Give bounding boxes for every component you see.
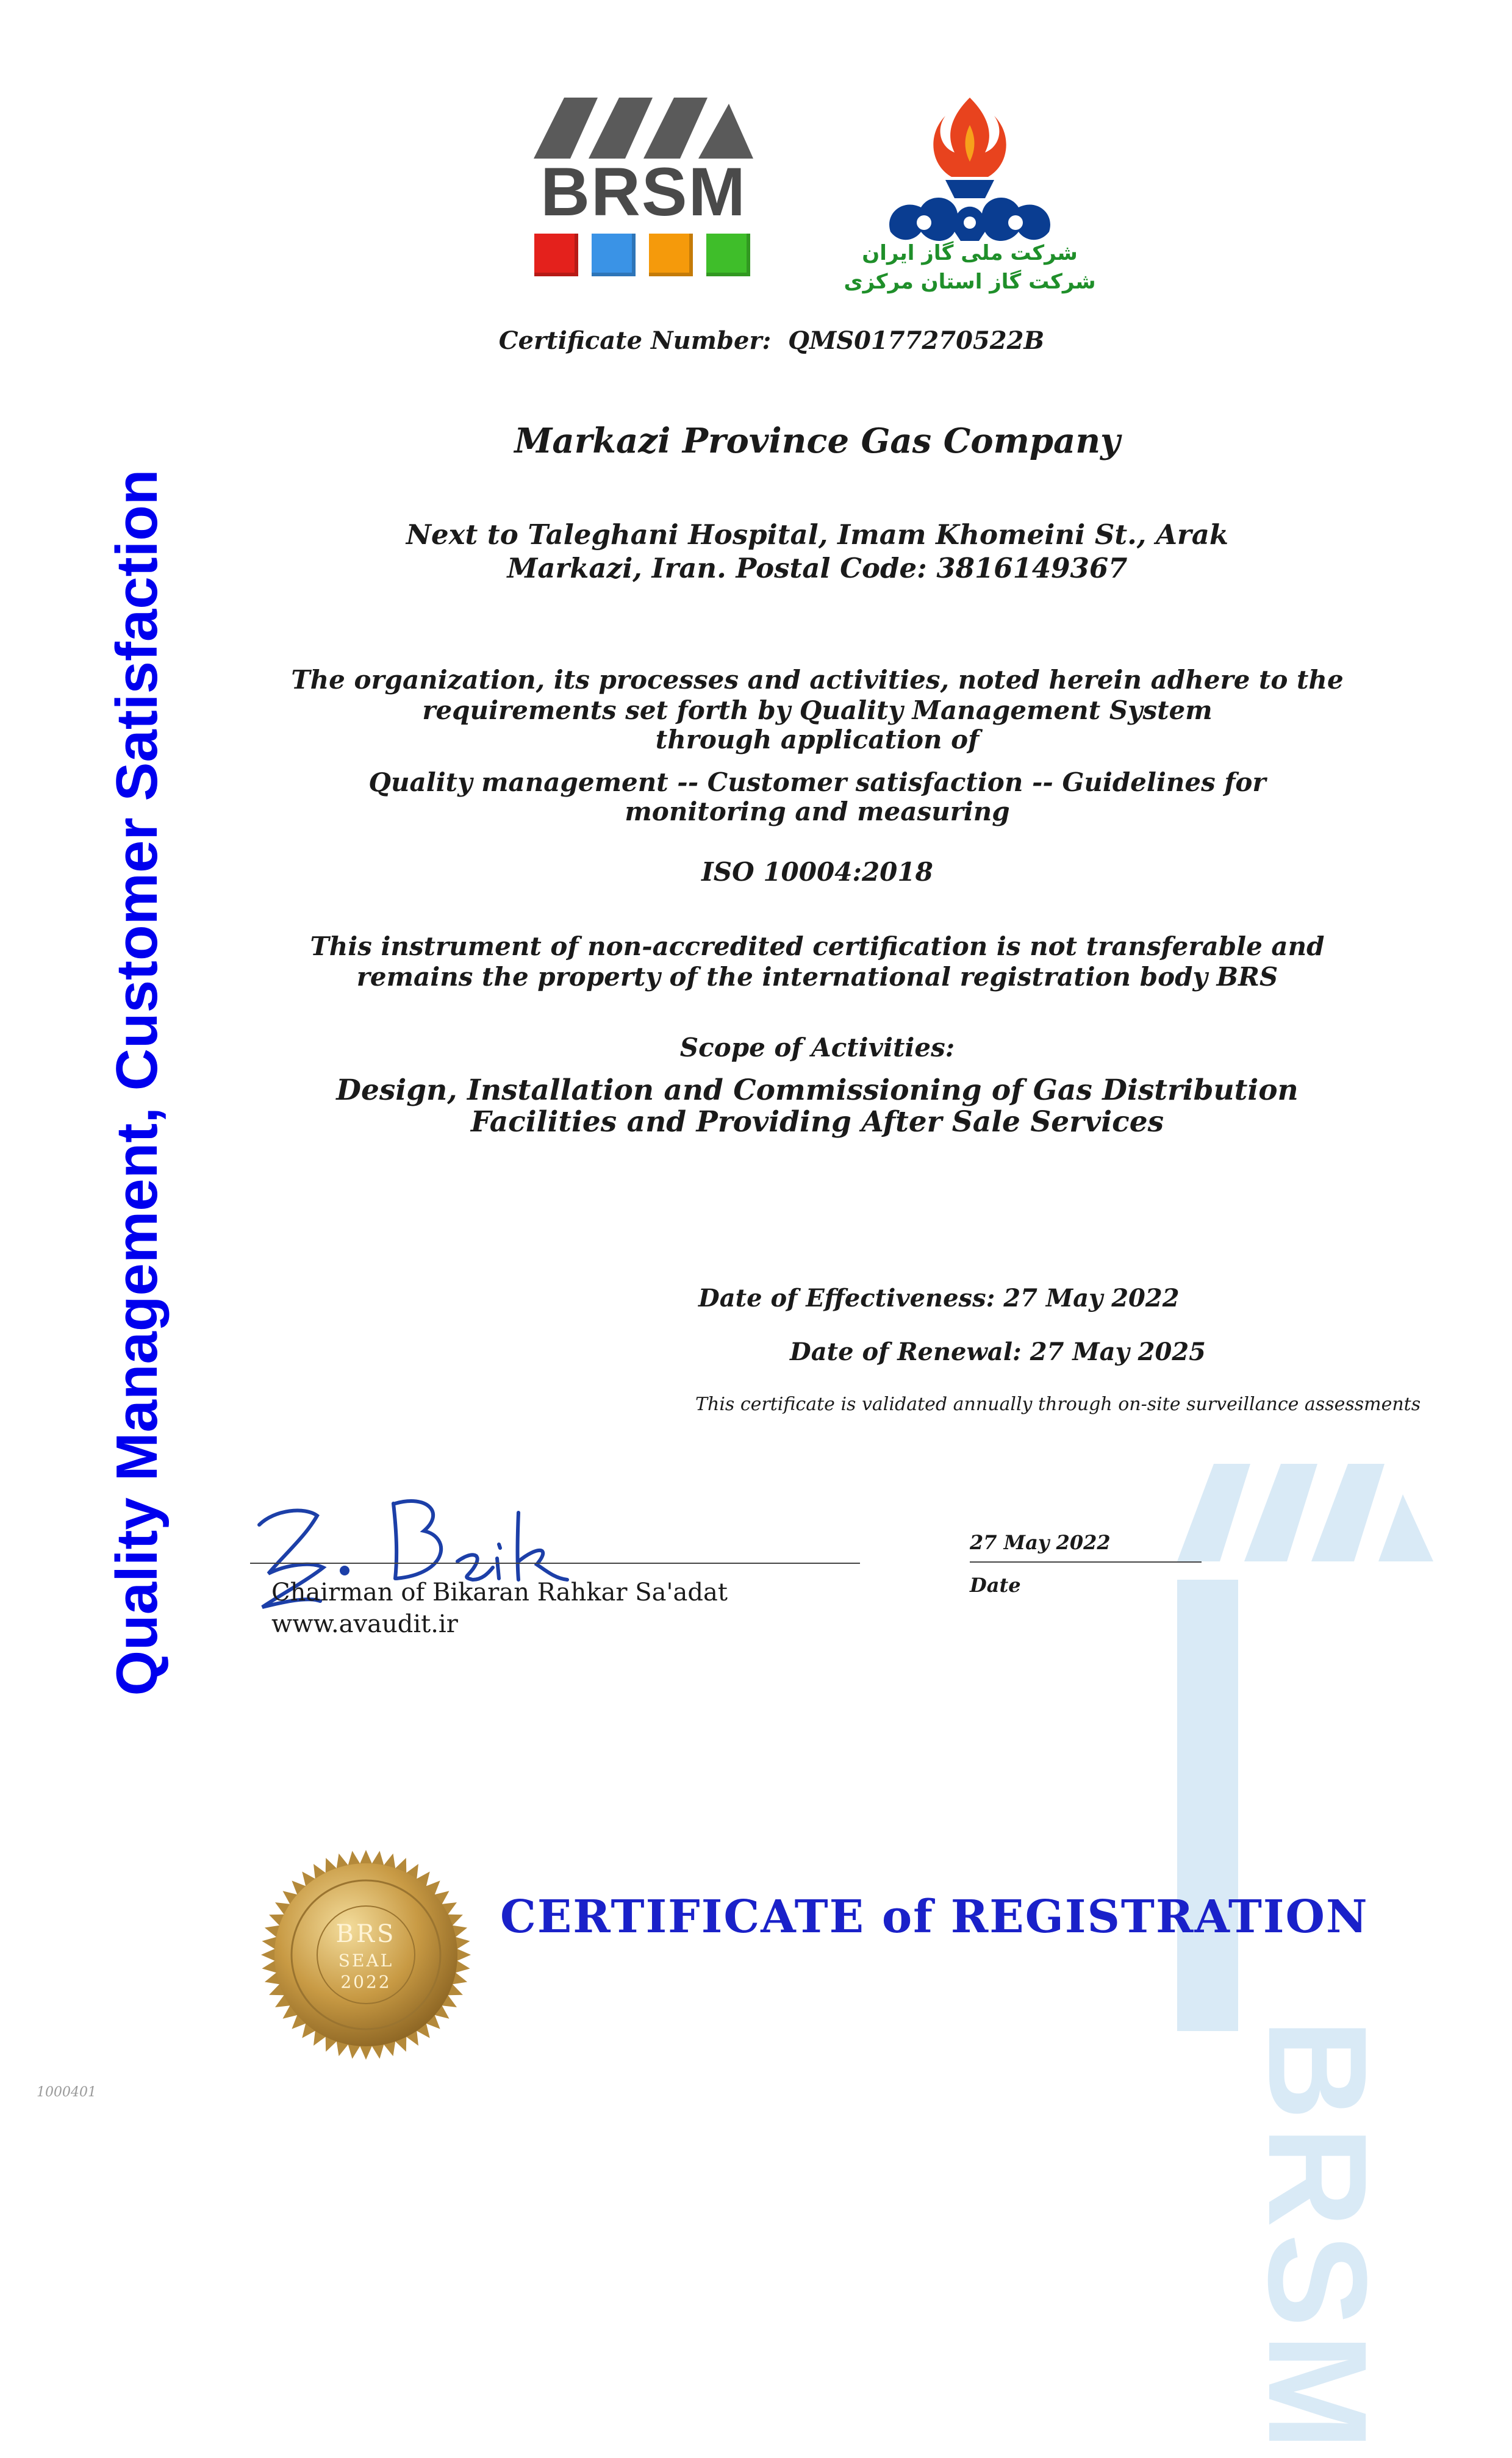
- red-square: [534, 234, 578, 276]
- seal-year: 2022: [340, 1972, 392, 1992]
- address-line2: Markazi, Iran. Postal Code: 3816149367: [507, 552, 1128, 584]
- flame-torch-icon: [878, 91, 1061, 250]
- footer-code: 1000401: [37, 2085, 96, 2100]
- standard-code: ISO 10004:2018: [701, 857, 933, 887]
- sidebar-title: Quality Management, Customer Satisfaction: [104, 469, 170, 1696]
- seal-center-mid: SEAL: [338, 1951, 394, 1971]
- color-squares: [534, 234, 754, 276]
- brs-seal: [259, 1848, 473, 2062]
- date-block-value: 27 May 2022: [970, 1531, 1111, 1554]
- transfer-notice-line1: This instrument of non-accredited certification is not transferable and: [310, 931, 1325, 961]
- standard-title-line1: Quality management -- Customer satisfaction -- Guidelines for: [368, 767, 1266, 797]
- date-block-line: [970, 1561, 1202, 1563]
- transfer-notice-line2: remains the property of the international registration body BRS: [356, 962, 1278, 992]
- certificate-number: [183, 326, 1360, 355]
- ava-brsm-logo: [531, 95, 756, 278]
- validation-note: This certificate is validated annually through on-site surveillance assessments: [695, 1394, 1421, 1415]
- date-block-label: Date: [970, 1574, 1021, 1597]
- watermark-brsm: BRSM: [1239, 2019, 1396, 2457]
- watermark: [1171, 1452, 1439, 2457]
- nigc-logo: [842, 91, 1098, 311]
- green-square: [706, 234, 750, 276]
- statement-line2: requirements set forth by Quality Management System: [422, 695, 1213, 725]
- seal-ring-text: [259, 1848, 473, 1849]
- nigc-name-line2: شرکت گاز استان مرکزی: [844, 270, 1096, 294]
- certificate-number-label: Certificate Number:: [498, 326, 772, 355]
- certificate-heading: CERTIFICATE of REGISTRATION: [500, 1891, 1369, 1943]
- ava-logo-icon: [531, 95, 756, 162]
- signature-block: [250, 1488, 860, 1647]
- brsm-wordmark: BRSM: [540, 154, 747, 230]
- company-name: Markazi Province Gas Company: [514, 421, 1120, 461]
- nigc-name-line1: شرکت ملی گاز ایران: [862, 241, 1078, 265]
- date-renewal: Date of Renewal: 27 May 2025: [790, 1338, 1206, 1366]
- statement-line3: through application of: [655, 725, 980, 754]
- address-line1: Next to Taleghani Hospital, Imam Khomeini St., Arak: [406, 518, 1229, 551]
- date-effectiveness: Date of Effectiveness: 27 May 2022: [698, 1284, 1180, 1313]
- signatory-title: Chairman of Bikaran Rahkar Sa'adat: [271, 1578, 728, 1607]
- watermark-ava-icon: [1171, 1452, 1439, 1568]
- scope-line2: Facilities and Providing After Sale Services: [470, 1105, 1164, 1139]
- signature-line: [250, 1563, 860, 1564]
- scope-line1: Design, Installation and Commissioning of Gas Distribution: [336, 1073, 1299, 1107]
- orange-square: [649, 234, 693, 276]
- seal-center-top: BRS: [335, 1920, 396, 1948]
- scope-label: Scope of Activities:: [679, 1033, 955, 1062]
- statement-line1: The organization, its processes and activities, noted herein adhere to the: [291, 665, 1344, 695]
- standard-title-line2: monitoring and measuring: [625, 797, 1010, 826]
- signatory-website: www.avaudit.ir: [271, 1610, 458, 1638]
- blue-square: [592, 234, 636, 276]
- watermark-bar: [1177, 1580, 1238, 2031]
- certificate-number-value: QMS0177270522B: [788, 326, 1045, 355]
